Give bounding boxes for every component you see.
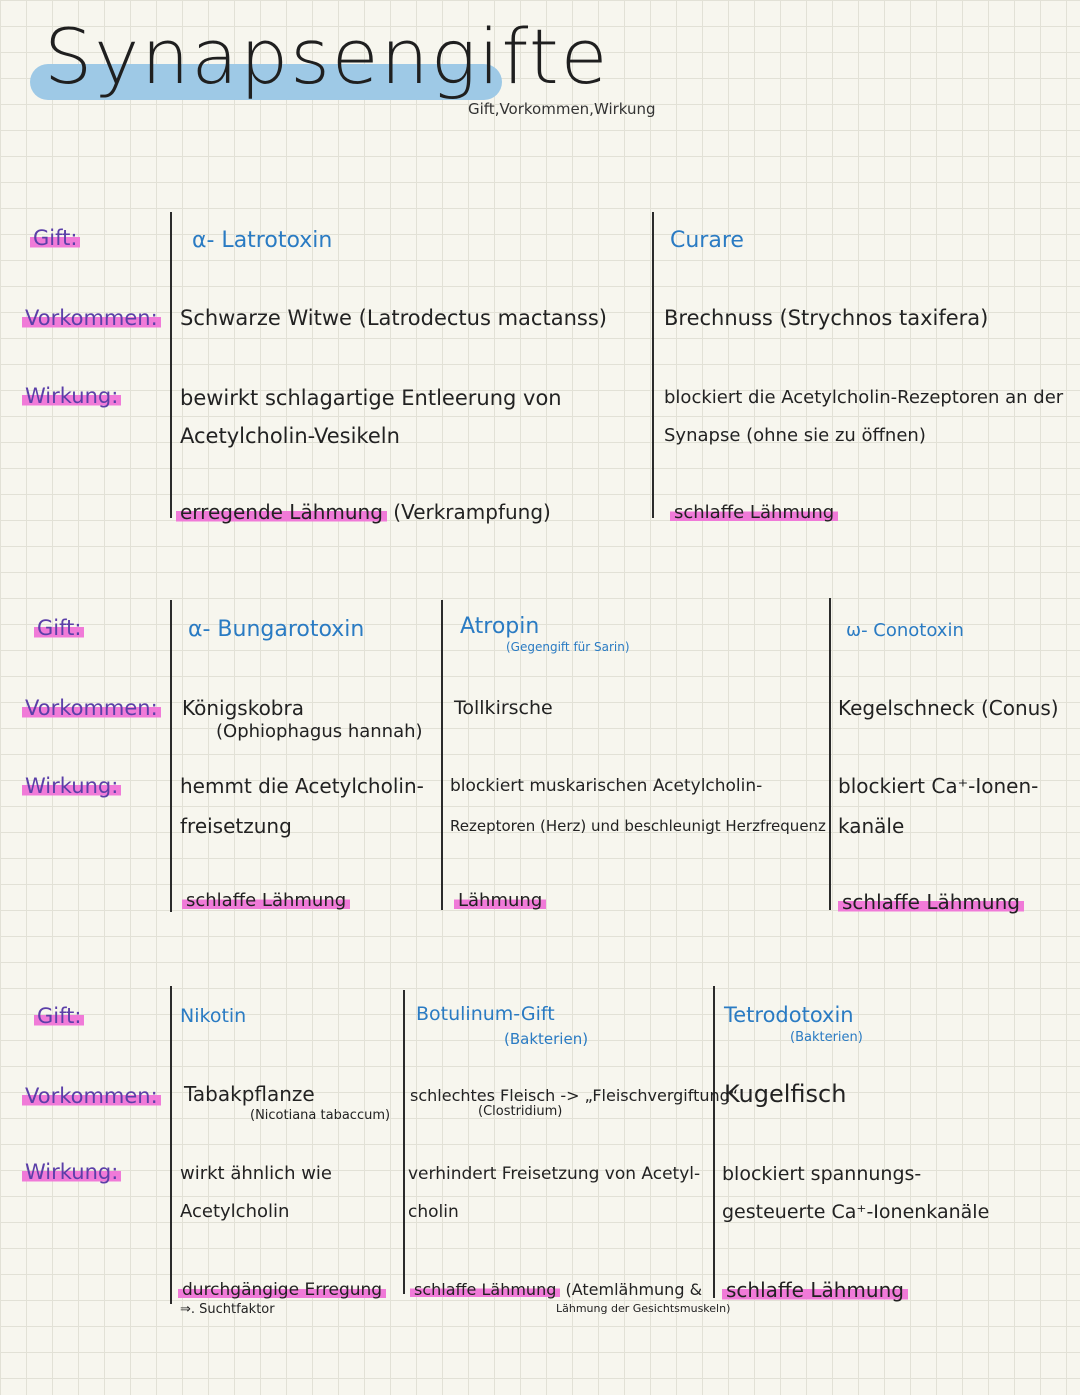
- toxin-wirkung: blockiert die Acetylcholin-Rezeptoren an der: [664, 387, 1064, 408]
- toxin-effekt: Lähmung: [454, 890, 546, 911]
- toxin-wirkung: blockiert Ca⁺-Ionen-: [838, 774, 1039, 798]
- toxin-vorkommen: Königskobra: [182, 696, 304, 720]
- toxin-wirkung: freisetzung: [180, 814, 292, 838]
- toxin-wirkung: gesteuerte Ca⁺-Ionenkanäle: [722, 1201, 990, 1223]
- toxin-wirkung: Acetylcholin: [180, 1201, 290, 1222]
- label-wirkung-row3: Wirkung:: [22, 1160, 121, 1184]
- toxin-wirkung: Rezeptoren (Herz) und beschleunigt Herzfrequenz: [450, 817, 826, 835]
- toxin-effekt-note: ⇒. Suchtfaktor: [180, 1302, 275, 1317]
- toxin-vorkommen: Tabakpflanze: [184, 1082, 315, 1106]
- toxin-effekt: erregende Lähmung (Verkrampfung): [176, 500, 551, 524]
- toxin-name: α- Bungarotoxin: [188, 617, 365, 642]
- page-title: Synapsengifte: [44, 12, 610, 101]
- toxin-name: α- Latrotoxin: [192, 228, 333, 253]
- label-gift-row3: Gift:: [34, 1004, 84, 1028]
- toxin-note: (Gegengift für Sarin): [506, 640, 630, 654]
- toxin-vorkommen-sub: (Nicotiana tabaccum): [250, 1108, 391, 1123]
- divider: [170, 600, 172, 912]
- toxin-effekt: schlaffe Lähmung: [670, 502, 838, 523]
- toxin-effekt-note: Lähmung der Gesichtsmuskeln): [556, 1302, 731, 1315]
- toxin-wirkung: blockiert muskarischen Acetylcholin-: [450, 776, 763, 796]
- toxin-name: ω- Conotoxin: [846, 620, 964, 641]
- toxin-effekt: schlaffe Lähmung: [838, 890, 1024, 914]
- toxin-vorkommen: Kegelschneck (Conus): [838, 696, 1059, 720]
- toxin-name: Atropin: [460, 614, 540, 639]
- toxin-vorkommen-sub: (Ophiophagus hannah): [216, 721, 423, 742]
- label-wirkung-row1: Wirkung:: [22, 384, 121, 408]
- toxin-wirkung: bewirkt schlagartige Entleerung von: [180, 386, 562, 410]
- toxin-wirkung: hemmt die Acetylcholin-: [180, 774, 424, 798]
- toxin-wirkung: Synapse (ohne sie zu öffnen): [664, 425, 926, 446]
- toxin-wirkung: verhindert Freisetzung von Acetyl-: [408, 1164, 701, 1184]
- toxin-effekt: schlaffe Lähmung (Atemlähmung &: [410, 1280, 702, 1299]
- toxin-wirkung: cholin: [408, 1202, 459, 1222]
- label-wirkung-row2: Wirkung:: [22, 774, 121, 798]
- label-vorkommen-row1: Vorkommen:: [22, 306, 161, 330]
- toxin-note: (Bakterien): [790, 1030, 863, 1045]
- toxin-wirkung: kanäle: [838, 814, 905, 838]
- toxin-name: Botulinum-Gift: [416, 1003, 555, 1025]
- toxin-name: Tetrodotoxin: [724, 1003, 854, 1027]
- toxin-effekt: schlaffe Lähmung: [722, 1278, 908, 1302]
- label-vorkommen-row3: Vorkommen:: [22, 1084, 161, 1108]
- page-subtitle: Gift,Vorkommen,Wirkung: [468, 100, 656, 118]
- toxin-wirkung: Acetylcholin-Vesikeln: [180, 424, 400, 448]
- divider: [652, 212, 654, 518]
- toxin-name: Nikotin: [180, 1005, 247, 1027]
- divider: [403, 990, 405, 1294]
- toxin-wirkung: blockiert spannungs-: [722, 1163, 922, 1185]
- divider: [170, 986, 172, 1304]
- toxin-note: (Bakterien): [504, 1030, 589, 1048]
- toxin-name: Curare: [670, 228, 744, 253]
- label-vorkommen-row2: Vorkommen:: [22, 696, 161, 720]
- label-gift-row1: Gift:: [30, 226, 80, 250]
- toxin-vorkommen: Brechnuss (Strychnos taxifera): [664, 306, 989, 330]
- toxin-vorkommen-sub: (Clostridium): [478, 1104, 563, 1119]
- divider: [713, 986, 715, 1298]
- divider: [829, 598, 831, 910]
- toxin-vorkommen: schlechtes Fleisch -> „Fleischvergiftung“: [410, 1086, 739, 1105]
- divider: [441, 600, 443, 910]
- toxin-vorkommen: Kugelfisch: [724, 1080, 847, 1108]
- toxin-effekt: durchgängige Erregung: [178, 1280, 386, 1300]
- divider: [170, 212, 172, 518]
- toxin-wirkung: wirkt ähnlich wie: [180, 1163, 332, 1184]
- toxin-vorkommen: Tollkirsche: [454, 697, 553, 719]
- title-area: [30, 12, 730, 132]
- toxin-vorkommen: Schwarze Witwe (Latrodectus mactanss): [180, 306, 607, 330]
- toxin-effekt: schlaffe Lähmung: [182, 890, 350, 911]
- label-gift-row2: Gift:: [34, 616, 84, 640]
